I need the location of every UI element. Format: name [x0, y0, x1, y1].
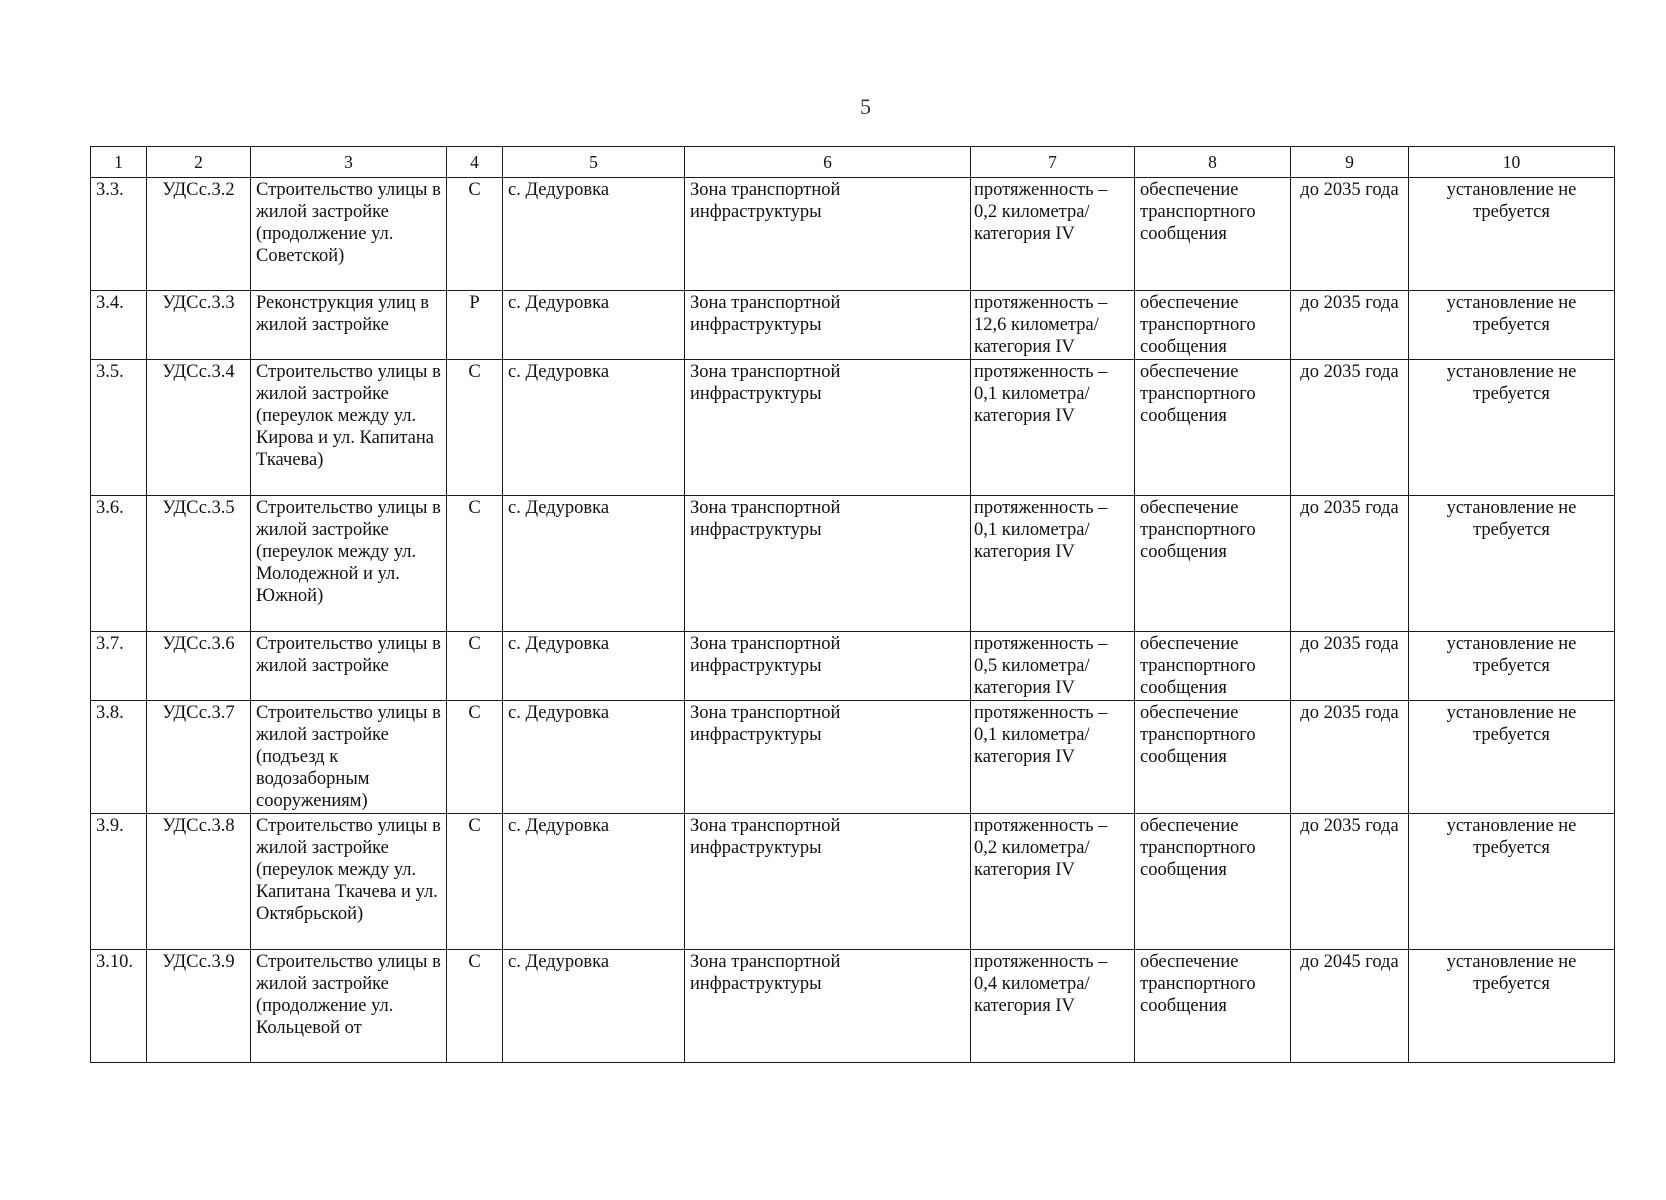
- row-number: 3.5.: [91, 360, 147, 496]
- table-row: [91, 632, 1615, 701]
- functional-zone: Зона транспортной инфраструктуры: [685, 950, 971, 1063]
- row-number: 3.4.: [91, 291, 147, 360]
- implementation-term: до 2035 года: [1291, 291, 1409, 360]
- row-number: 3.10.: [91, 950, 147, 1063]
- header-cell: 2: [147, 147, 251, 178]
- implementation-term: до 2045 года: [1291, 950, 1409, 1063]
- protection-zone: установление не требуется: [1409, 178, 1615, 291]
- object-characteristics: протяженность – 12,6 километра/ категория IV: [971, 291, 1135, 360]
- object-purpose: обеспечение транспортного сообщения: [1135, 496, 1291, 632]
- object-location: с. Дедуровка: [503, 701, 685, 814]
- protection-zone: установление не требуется: [1409, 814, 1615, 950]
- table-row: [91, 291, 1615, 360]
- functional-zone: Зона транспортной инфраструктуры: [685, 814, 971, 950]
- header-row: [91, 147, 1615, 178]
- header-cell: 1: [91, 147, 147, 178]
- table-row: [91, 950, 1615, 1063]
- object-name: Строительство улицы в жилой застройке (продолжение ул. Советской): [251, 178, 447, 291]
- header-cell: 4: [447, 147, 503, 178]
- header-cell: 7: [971, 147, 1135, 178]
- row-number: 3.9.: [91, 814, 147, 950]
- protection-zone: установление не требуется: [1409, 950, 1615, 1063]
- object-purpose: обеспечение транспортного сообщения: [1135, 291, 1291, 360]
- object-type: Р: [447, 291, 503, 360]
- implementation-term: до 2035 года: [1291, 360, 1409, 496]
- object-purpose: обеспечение транспортного сообщения: [1135, 360, 1291, 496]
- table-row: [91, 814, 1615, 950]
- object-characteristics: протяженность – 0,1 километра/ категория IV: [971, 496, 1135, 632]
- object-location: с. Дедуровка: [503, 360, 685, 496]
- table-row: [91, 178, 1615, 291]
- implementation-term: до 2035 года: [1291, 632, 1409, 701]
- object-name: Реконструкция улиц в жилой застройке: [251, 291, 447, 360]
- functional-zone: Зона транспортной инфраструктуры: [685, 178, 971, 291]
- protection-zone: установление не требуется: [1409, 632, 1615, 701]
- object-characteristics: протяженность – 0,2 километра/ категория IV: [971, 814, 1135, 950]
- object-characteristics: протяженность – 0,4 километра/ категория IV: [971, 950, 1135, 1063]
- object-location: с. Дедуровка: [503, 178, 685, 291]
- object-characteristics: протяженность – 0,1 километра/ категория IV: [971, 360, 1135, 496]
- object-code: УДСс.3.3: [147, 291, 251, 360]
- object-code: УДСс.3.5: [147, 496, 251, 632]
- implementation-term: до 2035 года: [1291, 814, 1409, 950]
- object-name: Строительство улицы в жилой застройке (переулок между ул. Молодежной и ул. Южной): [251, 496, 447, 632]
- object-location: с. Дедуровка: [503, 950, 685, 1063]
- object-name: Строительство улицы в жилой застройке (продолжение ул. Кольцевой от: [251, 950, 447, 1063]
- object-code: УДСс.3.4: [147, 360, 251, 496]
- header-cell: 5: [503, 147, 685, 178]
- protection-zone: установление не требуется: [1409, 701, 1615, 814]
- object-type: С: [447, 701, 503, 814]
- table-row: [91, 496, 1615, 632]
- object-name: Строительство улицы в жилой застройке (переулок между ул. Кирова и ул. Капитана Ткачева): [251, 360, 447, 496]
- object-purpose: обеспечение транспортного сообщения: [1135, 950, 1291, 1063]
- object-purpose: обеспечение транспортного сообщения: [1135, 701, 1291, 814]
- protection-zone: установление не требуется: [1409, 496, 1615, 632]
- object-location: с. Дедуровка: [503, 291, 685, 360]
- protection-zone: установление не требуется: [1409, 291, 1615, 360]
- implementation-term: до 2035 года: [1291, 701, 1409, 814]
- object-type: С: [447, 814, 503, 950]
- implementation-term: до 2035 года: [1291, 496, 1409, 632]
- object-code: УДСс.3.7: [147, 701, 251, 814]
- header-cell: 3: [251, 147, 447, 178]
- page-number: 5: [860, 94, 871, 119]
- object-characteristics: протяженность – 0,1 километра/ категория IV: [971, 701, 1135, 814]
- object-characteristics: протяженность – 0,5 километра/ категория IV: [971, 632, 1135, 701]
- object-type: С: [447, 496, 503, 632]
- object-purpose: обеспечение транспортного сообщения: [1135, 632, 1291, 701]
- object-type: С: [447, 360, 503, 496]
- header-cell: 10: [1409, 147, 1615, 178]
- protection-zone: установление не требуется: [1409, 360, 1615, 496]
- object-location: с. Дедуровка: [503, 632, 685, 701]
- object-name: Строительство улицы в жилой застройке (переулок между ул. Капитана Ткачева и ул. Октябрьской): [251, 814, 447, 950]
- object-code: УДСс.3.8: [147, 814, 251, 950]
- header-cell: 9: [1291, 147, 1409, 178]
- object-type: С: [447, 632, 503, 701]
- row-number: 3.7.: [91, 632, 147, 701]
- functional-zone: Зона транспортной инфраструктуры: [685, 632, 971, 701]
- functional-zone: Зона транспортной инфраструктуры: [685, 701, 971, 814]
- table-row: [91, 360, 1615, 496]
- object-purpose: обеспечение транспортного сообщения: [1135, 814, 1291, 950]
- object-name: Строительство улицы в жилой застройке: [251, 632, 447, 701]
- object-name: Строительство улицы в жилой застройке (подъезд к водозаборным сооружениям): [251, 701, 447, 814]
- object-type: С: [447, 950, 503, 1063]
- object-purpose: обеспечение транспортного сообщения: [1135, 178, 1291, 291]
- implementation-term: до 2035 года: [1291, 178, 1409, 291]
- functional-zone: Зона транспортной инфраструктуры: [685, 496, 971, 632]
- object-code: УДСс.3.2: [147, 178, 251, 291]
- object-location: с. Дедуровка: [503, 496, 685, 632]
- object-characteristics: протяженность – 0,2 километра/ категория IV: [971, 178, 1135, 291]
- object-code: УДСс.3.9: [147, 950, 251, 1063]
- object-location: с. Дедуровка: [503, 814, 685, 950]
- object-code: УДСс.3.6: [147, 632, 251, 701]
- functional-zone: Зона транспортной инфраструктуры: [685, 360, 971, 496]
- functional-zone: Зона транспортной инфраструктуры: [685, 291, 971, 360]
- row-number: 3.8.: [91, 701, 147, 814]
- row-number: 3.6.: [91, 496, 147, 632]
- header-cell: 6: [685, 147, 971, 178]
- objects-table: [90, 146, 1615, 1063]
- header-cell: 8: [1135, 147, 1291, 178]
- object-type: С: [447, 178, 503, 291]
- table-row: [91, 701, 1615, 814]
- row-number: 3.3.: [91, 178, 147, 291]
